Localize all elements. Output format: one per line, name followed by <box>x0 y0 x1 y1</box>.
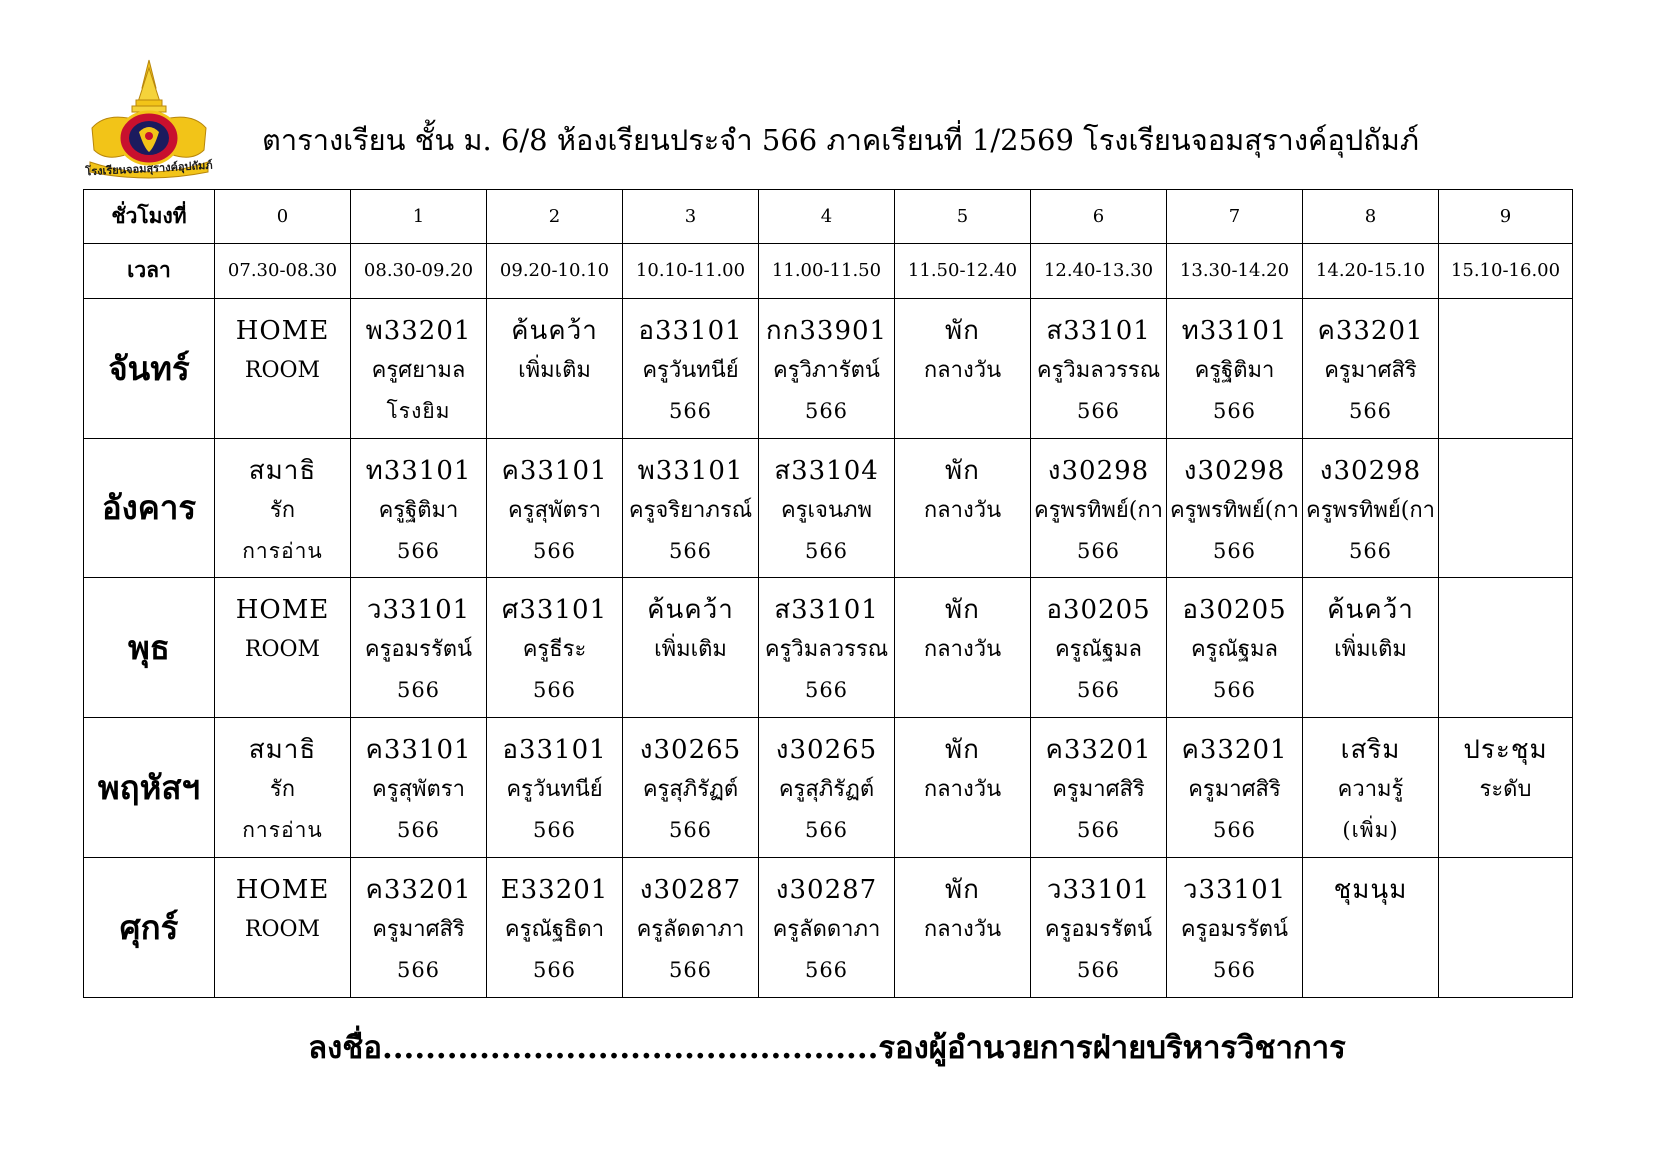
teacher-name: กลางวัน <box>923 917 1002 943</box>
cell-content <box>215 858 350 950</box>
cell-content <box>1439 578 1572 590</box>
teacher-name: ครูอมรรัตน์ <box>364 637 473 663</box>
subject-code: ค33201 <box>1181 735 1288 766</box>
subject-code: ค33201 <box>365 875 472 906</box>
subject-code: ง30298 <box>1047 455 1150 486</box>
teacher-name: ครูจริยาภรณ์ <box>628 497 753 523</box>
room-number: การอ่าน <box>242 538 323 563</box>
cell-content <box>215 439 350 571</box>
teacher-name: ครูณัฐธิดา <box>504 917 605 943</box>
cell-content <box>623 439 758 571</box>
logo-caption: โรงเรียนจอมสุรางค์อุปถัมภ์ <box>85 158 213 179</box>
subject-code: ง30298 <box>1319 455 1422 486</box>
subject-code: พ33201 <box>365 315 472 346</box>
period-number: 2 <box>487 190 623 244</box>
room-number: 566 <box>532 678 577 703</box>
cell-content <box>1031 718 1166 850</box>
cell-content <box>623 858 758 990</box>
period-label: ชั่วโมงที่ <box>84 190 215 244</box>
subject-code: ง30287 <box>639 875 742 906</box>
page-title: ตารางเรียน ชั้น ม. 6/8 ห้องเรียนประจำ 566 ภาคเรียนที่ 1/2569 โรงเรียนจอมสุรางค์อุปถัมภ์ <box>262 123 1420 157</box>
cell-content <box>623 578 758 670</box>
room-number: 566 <box>804 538 849 563</box>
subject-code: ง30298 <box>1183 455 1286 486</box>
cell-content <box>487 718 622 850</box>
day-name: ศุกร์ <box>84 858 215 998</box>
time-slot: 13.30-14.20 <box>1167 244 1303 298</box>
room-number: 566 <box>532 818 577 843</box>
schedule-cell <box>351 718 487 858</box>
schedule-cell <box>759 578 895 718</box>
teacher-name: ครูเจนภพ <box>781 497 872 523</box>
schedule-cell <box>1031 438 1167 578</box>
schedule-cell <box>1439 578 1573 718</box>
teacher-name: กลางวัน <box>923 497 1002 523</box>
cell-content <box>1303 718 1438 850</box>
schedule-cell <box>487 298 623 438</box>
room-number: 566 <box>1212 818 1257 843</box>
cell-content <box>895 718 1030 810</box>
day-row <box>84 298 1573 438</box>
cell-content <box>1439 718 1572 810</box>
signature-line: ลงชื่อ..............................................รองผู้อำนวยการฝ่ายบริหารวิชาการ <box>308 1030 1346 1066</box>
room-number: 566 <box>396 678 441 703</box>
schedule-cell <box>1439 718 1573 858</box>
subject-code: ชุมนุม <box>1333 875 1408 906</box>
subject-code: ค33101 <box>501 455 608 486</box>
cell-content <box>215 578 350 670</box>
cell-content <box>759 439 894 571</box>
schedule-cell <box>215 858 351 998</box>
cell-content <box>215 299 350 391</box>
teacher-name: ครูฐิติมา <box>1194 357 1275 383</box>
cell-content <box>1439 299 1572 311</box>
cell-content <box>1031 858 1166 990</box>
time-slot: 15.10-16.00 <box>1439 244 1573 298</box>
day-name: พุธ <box>84 578 215 718</box>
room-number: 566 <box>1076 818 1121 843</box>
subject-code: พัก <box>945 735 980 766</box>
teacher-name: ครูพรทิพย์(กา <box>1305 497 1435 523</box>
teacher-name: ครูมาศสิริ <box>372 917 465 943</box>
teacher-name: ครูณัฐมล <box>1054 637 1143 663</box>
room-number: 566 <box>668 538 713 563</box>
subject-code: ค33201 <box>1045 735 1152 766</box>
subject-code: ง30265 <box>775 735 878 766</box>
subject-code: E33201 <box>500 875 609 906</box>
teacher-name: ครูวิภารัตน์ <box>773 357 880 383</box>
subject-code: ส33101 <box>1046 315 1151 346</box>
cell-content <box>1439 439 1572 451</box>
period-number: 7 <box>1167 190 1303 244</box>
teacher-name: ครูสุภิรัฏต์ <box>778 777 875 803</box>
teacher-name: ครูลัดดาภา <box>772 917 881 943</box>
subject-code: เสริม <box>1340 735 1401 766</box>
day-row <box>84 438 1573 578</box>
subject-code: พัก <box>945 455 980 486</box>
teacher-name: เพิ่มเติม <box>518 357 591 383</box>
cell-content <box>1167 578 1302 710</box>
teacher-name: ครูลัดดาภา <box>636 917 745 943</box>
day-row <box>84 718 1573 858</box>
room-number: 566 <box>396 958 441 983</box>
teacher-name: ครูมาศสิริ <box>1324 357 1417 383</box>
subject-code: ค้นคว้า <box>647 595 734 626</box>
schedule-cell <box>215 298 351 438</box>
room-number: 566 <box>396 818 441 843</box>
teacher-name: กลางวัน <box>923 357 1002 383</box>
room-number: 566 <box>1076 398 1121 423</box>
subject-code: ท33101 <box>365 455 472 486</box>
schedule-cell <box>351 578 487 718</box>
cell-content <box>487 439 622 571</box>
time-slot: 10.10-11.00 <box>623 244 759 298</box>
subject-code: ศ33101 <box>501 595 608 626</box>
room-number: การอ่าน <box>242 818 323 843</box>
period-number: 3 <box>623 190 759 244</box>
schedule-cell <box>759 438 895 578</box>
teacher-name: ครูธีระ <box>522 637 587 663</box>
day-name: อังคาร <box>84 438 215 578</box>
schedule-cell <box>1167 718 1303 858</box>
cell-content <box>487 858 622 990</box>
subject-code: อ30205 <box>1182 595 1287 626</box>
schedule-cell <box>487 438 623 578</box>
schedule-cell <box>215 718 351 858</box>
schedule-cell <box>351 298 487 438</box>
teacher-name: กลางวัน <box>923 777 1002 803</box>
room-number: 566 <box>1076 958 1121 983</box>
room-number: 566 <box>532 538 577 563</box>
schedule-cell <box>1031 718 1167 858</box>
period-number: 4 <box>759 190 895 244</box>
subject-code: ค33201 <box>1317 315 1424 346</box>
subject-code: ง30287 <box>775 875 878 906</box>
schedule-cell <box>895 718 1031 858</box>
schedule-cell <box>1167 858 1303 998</box>
teacher-name: ครูอมรรัตน์ <box>1180 917 1289 943</box>
room-number: 566 <box>532 958 577 983</box>
schedule-cell <box>215 578 351 718</box>
teacher-name: รัก <box>269 497 296 523</box>
time-header-row <box>84 244 1573 298</box>
room-number: 566 <box>804 678 849 703</box>
time-slot: 11.00-11.50 <box>759 244 895 298</box>
subject-code: ค้นคว้า <box>1327 595 1414 626</box>
schedule-cell <box>351 438 487 578</box>
schedule-cell <box>1439 438 1573 578</box>
cell-content <box>351 299 486 431</box>
teacher-name: ครูมาศสิริ <box>1188 777 1281 803</box>
room-number: 566 <box>1212 958 1257 983</box>
subject-code: ว33101 <box>1046 875 1151 906</box>
cell-content <box>1031 299 1166 431</box>
cell-content <box>1167 858 1302 990</box>
schedule-cell <box>759 858 895 998</box>
cell-content <box>1167 299 1302 431</box>
schedule-cell <box>623 578 759 718</box>
time-slot: 12.40-13.30 <box>1031 244 1167 298</box>
subject-code: สมาธิ <box>248 455 317 486</box>
teacher-name: ROOM <box>244 357 321 383</box>
teacher-name: เพิ่มเติม <box>1334 637 1407 663</box>
schedule-cell <box>623 858 759 998</box>
teacher-name: ครูสุภิรัฏต์ <box>642 777 739 803</box>
cell-content <box>1031 578 1166 710</box>
cell-content <box>759 578 894 710</box>
teacher-name: ครูณัฐมล <box>1190 637 1279 663</box>
teacher-name: ครูวิมลวรรณ <box>1036 357 1161 383</box>
teacher-name: ครูมาศสิริ <box>1052 777 1145 803</box>
cell-content <box>1303 299 1438 431</box>
teacher-name: กลางวัน <box>923 637 1002 663</box>
schedule-cell <box>1167 438 1303 578</box>
time-slot: 07.30-08.30 <box>215 244 351 298</box>
schedule-cell <box>1303 858 1439 998</box>
schedule-cell <box>487 718 623 858</box>
schedule-cell <box>895 858 1031 998</box>
subject-code: อ33101 <box>638 315 743 346</box>
cell-content <box>1303 858 1438 910</box>
teacher-name: รัก <box>269 777 296 803</box>
time-slot: 14.20-15.10 <box>1303 244 1439 298</box>
subject-code: ว33101 <box>1182 875 1287 906</box>
teacher-name: ครูวิมลวรรณ <box>764 637 889 663</box>
schedule-cell <box>487 578 623 718</box>
teacher-name: ระดับ <box>1479 777 1532 803</box>
schedule-cell <box>895 298 1031 438</box>
schedule-cell <box>623 438 759 578</box>
schedule-cell <box>759 718 895 858</box>
cell-content <box>351 439 486 571</box>
subject-code: ท33101 <box>1181 315 1288 346</box>
cell-content <box>487 299 622 391</box>
subject-code: HOME <box>235 875 330 906</box>
schedule-cell <box>1167 578 1303 718</box>
period-number: 5 <box>895 190 1031 244</box>
timetable <box>83 189 1573 998</box>
period-number: 6 <box>1031 190 1167 244</box>
schedule-cell <box>1303 298 1439 438</box>
room-number: 566 <box>1348 398 1393 423</box>
time-slot: 08.30-09.20 <box>351 244 487 298</box>
cell-content <box>623 299 758 431</box>
subject-code: พ33101 <box>637 455 744 486</box>
cell-content <box>759 858 894 990</box>
room-number: 566 <box>1212 398 1257 423</box>
subject-code: HOME <box>235 595 330 626</box>
subject-code: พัก <box>945 595 980 626</box>
subject-code: พัก <box>945 315 980 346</box>
period-header-row <box>84 190 1573 244</box>
room-number: 566 <box>1348 538 1393 563</box>
room-number: 566 <box>1076 678 1121 703</box>
day-row <box>84 578 1573 718</box>
schedule-cell <box>1031 858 1167 998</box>
period-number: 1 <box>351 190 487 244</box>
room-number: 566 <box>1076 538 1121 563</box>
schedule-cell <box>215 438 351 578</box>
subject-code: อ33101 <box>502 735 607 766</box>
room-number: 566 <box>804 398 849 423</box>
room-number: 566 <box>1212 678 1257 703</box>
subject-code: ประชุม <box>1463 735 1548 766</box>
teacher-name: ROOM <box>244 637 321 663</box>
subject-code: อ30205 <box>1046 595 1151 626</box>
teacher-name: ครูพรทิพย์(กา <box>1033 497 1163 523</box>
teacher-name: ครูพรทิพย์(กา <box>1169 497 1299 523</box>
period-number: 8 <box>1303 190 1439 244</box>
room-number: (เพิ่ม) <box>1342 818 1399 843</box>
subject-code: ส33101 <box>774 595 879 626</box>
subject-code: HOME <box>235 315 330 346</box>
schedule-cell <box>1439 298 1573 438</box>
cell-content <box>895 578 1030 670</box>
cell-content <box>1439 858 1572 870</box>
teacher-name: ครูวันทนีย์ <box>642 357 739 383</box>
teacher-name: ครูศยามล <box>371 357 466 383</box>
subject-code: ค้นคว้า <box>511 315 598 346</box>
schedule-cell <box>895 578 1031 718</box>
cell-content <box>895 439 1030 531</box>
schedule-cell <box>1303 578 1439 718</box>
schedule-cell <box>351 858 487 998</box>
cell-content <box>1031 439 1166 571</box>
cell-content <box>487 578 622 710</box>
teacher-name: เพิ่มเติม <box>654 637 727 663</box>
room-number: 566 <box>668 958 713 983</box>
time-label: เวลา <box>84 244 215 298</box>
teacher-name: ครูสุพัตรา <box>508 497 601 523</box>
cell-content <box>1167 439 1302 571</box>
schedule-cell <box>759 298 895 438</box>
time-slot: 11.50-12.40 <box>895 244 1031 298</box>
room-number: 566 <box>804 958 849 983</box>
time-slot: 09.20-10.10 <box>487 244 623 298</box>
subject-code: ว33101 <box>366 595 471 626</box>
schedule-cell <box>895 438 1031 578</box>
teacher-name: ROOM <box>244 917 321 943</box>
period-number: 0 <box>215 190 351 244</box>
teacher-name: ครูฐิติมา <box>378 497 459 523</box>
cell-content <box>759 718 894 850</box>
cell-content <box>759 299 894 431</box>
schedule-cell <box>623 718 759 858</box>
schedule-cell <box>1439 858 1573 998</box>
cell-content <box>215 718 350 850</box>
subject-code: กก33901 <box>765 315 888 346</box>
teacher-name: ครูอมรรัตน์ <box>1044 917 1153 943</box>
cell-content <box>351 718 486 850</box>
cell-content <box>895 858 1030 950</box>
schedule-cell <box>1031 578 1167 718</box>
day-name: จันทร์ <box>84 298 215 438</box>
day-name: พฤหัสฯ <box>84 718 215 858</box>
cell-content <box>1303 578 1438 670</box>
teacher-name: ครูวันทนีย์ <box>506 777 603 803</box>
cell-content <box>351 858 486 990</box>
cell-content <box>895 299 1030 391</box>
room-number: โรงยิม <box>386 398 451 423</box>
period-number: 9 <box>1439 190 1573 244</box>
subject-code: ส33104 <box>774 455 879 486</box>
schedule-cell <box>1031 298 1167 438</box>
schedule-cell <box>1303 718 1439 858</box>
cell-content <box>1303 439 1438 571</box>
schedule-cell <box>623 298 759 438</box>
room-number: 566 <box>668 818 713 843</box>
cell-content <box>351 578 486 710</box>
schedule-cell <box>1167 298 1303 438</box>
day-row <box>84 858 1573 998</box>
room-number: 566 <box>396 538 441 563</box>
teacher-name: ครูสุพัตรา <box>372 777 465 803</box>
cell-content <box>623 718 758 850</box>
subject-code: พัก <box>945 875 980 906</box>
cell-content <box>1167 718 1302 850</box>
teacher-name: ความรู้ <box>1337 777 1404 803</box>
schedule-cell <box>487 858 623 998</box>
schedule-cell <box>1303 438 1439 578</box>
room-number: 566 <box>668 398 713 423</box>
room-number: 566 <box>804 818 849 843</box>
subject-code: ง30265 <box>639 735 742 766</box>
room-number: 566 <box>1212 538 1257 563</box>
subject-code: สมาธิ <box>248 735 317 766</box>
subject-code: ค33101 <box>365 735 472 766</box>
